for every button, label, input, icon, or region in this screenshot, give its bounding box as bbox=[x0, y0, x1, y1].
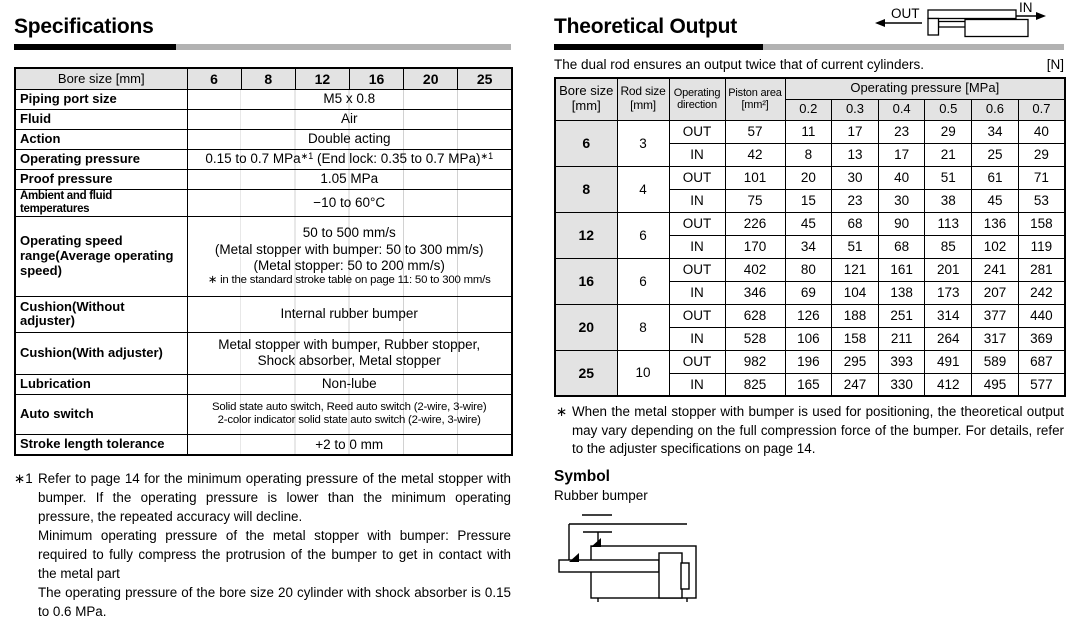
theoretical-intro-text: The dual rod ensures an output twice that of current cylinders. bbox=[554, 57, 924, 72]
rod-size-cell: 6 bbox=[617, 258, 669, 304]
cylinder-block bbox=[965, 20, 1028, 37]
direction-col-header: Operating direction bbox=[669, 78, 725, 120]
bore-size-cell: 12 bbox=[555, 212, 617, 258]
rod-size-cell: 8 bbox=[617, 304, 669, 350]
output-value-cell: 11 bbox=[785, 120, 832, 143]
output-value-cell: 440 bbox=[1018, 304, 1065, 327]
specifications-section bbox=[14, 15, 511, 621]
theoretical-title-rule bbox=[554, 44, 1064, 50]
output-value-cell: 158 bbox=[832, 327, 879, 350]
piston-area-cell: 402 bbox=[725, 258, 785, 281]
output-value-cell: 173 bbox=[925, 281, 972, 304]
bore-size-cell: 20 bbox=[555, 304, 617, 350]
output-value-cell: 29 bbox=[1018, 143, 1065, 166]
rod-lines bbox=[939, 22, 967, 28]
operating-pressure-span-header: Operating pressure [MPa] bbox=[785, 78, 1065, 99]
direction-cell: OUT bbox=[669, 304, 725, 327]
pressure-0.5-header: 0.5 bbox=[925, 99, 972, 120]
bore-size-cell: 8 bbox=[555, 166, 617, 212]
output-value-cell: 247 bbox=[832, 373, 879, 396]
piston-area-cell: 101 bbox=[725, 166, 785, 189]
note-marker: ∗ bbox=[556, 404, 568, 419]
footnote-para-1: Refer to page 14 for the minimum operating pressure of the metal stopper with bumper. If the operating pressure is lower than the minimum operating pressure, the repeated accuracy will decline. bbox=[38, 471, 511, 525]
output-value-cell: 34 bbox=[785, 235, 832, 258]
output-value-cell: 23 bbox=[832, 189, 879, 212]
output-value-cell: 196 bbox=[785, 350, 832, 373]
output-value-cell: 138 bbox=[878, 281, 925, 304]
spec-row-lubrication: Lubrication Non-lube bbox=[15, 374, 512, 394]
output-value-cell: 61 bbox=[972, 166, 1019, 189]
direction-cell: OUT bbox=[669, 350, 725, 373]
pressure-0.4-header: 0.4 bbox=[878, 99, 925, 120]
output-value-cell: 51 bbox=[832, 235, 879, 258]
output-value-cell: 53 bbox=[1018, 189, 1065, 212]
flow-arrow-icon bbox=[591, 538, 601, 547]
bore-col-16: 16 bbox=[349, 68, 403, 89]
piston bbox=[659, 553, 682, 598]
output-value-cell: 317 bbox=[972, 327, 1019, 350]
theoretical-intro-row bbox=[554, 57, 1064, 73]
rubber-bumper-element bbox=[681, 563, 689, 589]
output-value-cell: 23 bbox=[878, 120, 925, 143]
piston-area-cell: 57 bbox=[725, 120, 785, 143]
output-value-cell: 281 bbox=[1018, 258, 1065, 281]
output-value-cell: 51 bbox=[925, 166, 972, 189]
specifications-title: Specifications bbox=[14, 15, 154, 38]
theoretical-note bbox=[554, 403, 1064, 459]
piston-area-cell: 42 bbox=[725, 143, 785, 166]
bore-size-col-header: Bore size [mm] bbox=[555, 78, 617, 120]
output-value-cell: 393 bbox=[878, 350, 925, 373]
output-value-cell: 113 bbox=[925, 212, 972, 235]
footnote-para-2: Minimum operating pressure of the metal stopper with bumper: Pressure required to fully compress the protrusion of the bumper to get in contact with the metal part bbox=[38, 528, 511, 582]
output-value-cell: 330 bbox=[878, 373, 925, 396]
rod-size-cell: 4 bbox=[617, 166, 669, 212]
direction-cell: IN bbox=[669, 281, 725, 304]
rod-size-col-header: Rod size [mm] bbox=[617, 78, 669, 120]
piston-area-cell: 528 bbox=[725, 327, 785, 350]
spec-row-stroke-tolerance: Stroke length tolerance +2 to 0 mm bbox=[15, 434, 512, 455]
theoretical-data-row bbox=[555, 166, 1065, 189]
output-value-cell: 687 bbox=[1018, 350, 1065, 373]
piston-area-col-header: Piston area [mm²] bbox=[725, 78, 785, 120]
piston-area-cell: 628 bbox=[725, 304, 785, 327]
theoretical-data-row bbox=[555, 304, 1065, 327]
spec-row-cushion-with: Cushion(With adjuster) Metal stopper with bumper, Rubber stopper, Shock absorber, Metal stopper bbox=[15, 332, 512, 374]
direction-cell: IN bbox=[669, 235, 725, 258]
output-value-cell: 369 bbox=[1018, 327, 1065, 350]
output-value-cell: 38 bbox=[925, 189, 972, 212]
direction-cell: IN bbox=[669, 373, 725, 396]
direction-cell: IN bbox=[669, 189, 725, 212]
bore-col-8: 8 bbox=[241, 68, 295, 89]
output-value-cell: 17 bbox=[832, 120, 879, 143]
spec-row-ambient: Ambient and fluid temperatures −10 to 60°C bbox=[15, 189, 512, 216]
bore-size-cell: 25 bbox=[555, 350, 617, 396]
output-value-cell: 136 bbox=[972, 212, 1019, 235]
output-value-cell: 102 bbox=[972, 235, 1019, 258]
output-value-cell: 29 bbox=[925, 120, 972, 143]
bore-col-25: 25 bbox=[458, 68, 512, 89]
piston-area-cell: 170 bbox=[725, 235, 785, 258]
spec-footnote bbox=[14, 469, 511, 621]
piston-area-cell: 825 bbox=[725, 373, 785, 396]
in-label: IN bbox=[1019, 2, 1033, 15]
bore-size-cell: 6 bbox=[555, 120, 617, 166]
output-value-cell: 412 bbox=[925, 373, 972, 396]
theoretical-output-title: Theoretical Output bbox=[554, 15, 738, 38]
specifications-title-rule bbox=[14, 44, 511, 50]
direction-cell: IN bbox=[669, 327, 725, 350]
output-value-cell: 104 bbox=[832, 281, 879, 304]
output-value-cell: 15 bbox=[785, 189, 832, 212]
direction-cell: IN bbox=[669, 143, 725, 166]
upper-rod bbox=[928, 10, 1016, 19]
output-value-cell: 20 bbox=[785, 166, 832, 189]
left-cap bbox=[928, 19, 939, 36]
output-value-cell: 30 bbox=[832, 166, 879, 189]
direction-cell: OUT bbox=[669, 212, 725, 235]
theoretical-output-table bbox=[554, 77, 1066, 397]
output-value-cell: 34 bbox=[972, 120, 1019, 143]
output-value-cell: 491 bbox=[925, 350, 972, 373]
output-value-cell: 201 bbox=[925, 258, 972, 281]
output-value-cell: 45 bbox=[972, 189, 1019, 212]
spec-row-cushion-without: Cushion(Without adjuster) Internal rubber bumper bbox=[15, 296, 512, 332]
output-value-cell: 377 bbox=[972, 304, 1019, 327]
rod-size-cell: 3 bbox=[617, 120, 669, 166]
out-arrow-icon bbox=[875, 19, 885, 27]
output-value-cell: 69 bbox=[785, 281, 832, 304]
output-value-cell: 577 bbox=[1018, 373, 1065, 396]
output-value-cell: 165 bbox=[785, 373, 832, 396]
output-value-cell: 295 bbox=[832, 350, 879, 373]
spec-row-operating-pressure: Operating pressure 0.15 to 0.7 MPa$^{∗1}$ (End lock: 0.35 to 0.7 MPa)$^{∗1}$ bbox=[15, 149, 512, 169]
bore-col-20: 20 bbox=[404, 68, 458, 89]
piston-area-cell: 982 bbox=[725, 350, 785, 373]
output-value-cell: 25 bbox=[972, 143, 1019, 166]
output-value-cell: 80 bbox=[785, 258, 832, 281]
output-value-cell: 211 bbox=[878, 327, 925, 350]
output-value-cell: 264 bbox=[925, 327, 972, 350]
direction-cell: OUT bbox=[669, 166, 725, 189]
symbol-heading: Symbol bbox=[554, 467, 610, 485]
output-value-cell: 40 bbox=[878, 166, 925, 189]
output-value-cell: 251 bbox=[878, 304, 925, 327]
note-text: When the metal stopper with bumper is used for positioning, the theoretical output may vary depending on the full compression force of the bumper. For details, refer to the adjuster specifications on page 14. bbox=[572, 404, 1064, 456]
bore-col-6: 6 bbox=[187, 68, 241, 89]
piston-area-cell: 75 bbox=[725, 189, 785, 212]
specifications-table bbox=[14, 67, 513, 456]
spec-row-proof-pressure: Proof pressure 1.05 MPa bbox=[15, 169, 512, 189]
theoretical-header-row-1 bbox=[555, 78, 1065, 99]
piston-area-cell: 346 bbox=[725, 281, 785, 304]
footnote-para-3: The operating pressure of the bore size 20 cylinder with shock absorber is 0.15 to 0.6 MPa. bbox=[38, 585, 511, 620]
bore-size-cell: 16 bbox=[555, 258, 617, 304]
pressure-0.3-header: 0.3 bbox=[832, 99, 879, 120]
output-value-cell: 314 bbox=[925, 304, 972, 327]
direction-cell: OUT bbox=[669, 120, 725, 143]
piston-area-cell: 226 bbox=[725, 212, 785, 235]
theoretical-data-row bbox=[555, 120, 1065, 143]
pressure-0.2-header: 0.2 bbox=[785, 99, 832, 120]
spec-row-piping: Piping port size M5 x 0.8 bbox=[15, 89, 512, 109]
in-arrow-icon bbox=[1036, 12, 1046, 20]
unit-label: [N] bbox=[1046, 57, 1064, 72]
output-value-cell: 40 bbox=[1018, 120, 1065, 143]
output-value-cell: 161 bbox=[878, 258, 925, 281]
output-value-cell: 589 bbox=[972, 350, 1019, 373]
output-value-cell: 207 bbox=[972, 281, 1019, 304]
pneumatic-symbol-diagram bbox=[554, 508, 704, 602]
spec-row-auto-switch: Auto switch Solid state auto switch, Reed auto switch (2-wire, 3-wire) 2-color indicator solid state auto switch (2-wire, 3-wire) bbox=[15, 394, 512, 434]
output-value-cell: 242 bbox=[1018, 281, 1065, 304]
output-value-cell: 90 bbox=[878, 212, 925, 235]
output-value-cell: 13 bbox=[832, 143, 879, 166]
output-value-cell: 30 bbox=[878, 189, 925, 212]
theoretical-table-body bbox=[555, 120, 1065, 396]
output-value-cell: 17 bbox=[878, 143, 925, 166]
output-value-cell: 241 bbox=[972, 258, 1019, 281]
spec-row-fluid: Fluid Air bbox=[15, 109, 512, 129]
symbol-subheading: Rubber bumper bbox=[554, 487, 648, 503]
output-value-cell: 495 bbox=[972, 373, 1019, 396]
out-label: OUT bbox=[891, 6, 920, 21]
output-value-cell: 8 bbox=[785, 143, 832, 166]
output-value-cell: 68 bbox=[878, 235, 925, 258]
output-value-cell: 188 bbox=[832, 304, 879, 327]
bore-size-header: Bore size [mm] bbox=[15, 68, 187, 89]
theoretical-data-row bbox=[555, 258, 1065, 281]
spec-row-action: Action Double acting bbox=[15, 129, 512, 149]
output-value-cell: 85 bbox=[925, 235, 972, 258]
cylinder-direction-diagram bbox=[874, 2, 1064, 44]
output-value-cell: 106 bbox=[785, 327, 832, 350]
output-value-cell: 158 bbox=[1018, 212, 1065, 235]
spec-row-speed: Operating speed range(Average operating speed) 50 to 500 mm/s (Metal stopper with bumper: 50 to 300 mm/s) (Metal stopper: 50 to 200 mm/s) ∗ in the standard stroke table on page 11: 50 to 300 mm/s bbox=[15, 216, 512, 296]
direction-cell: OUT bbox=[669, 258, 725, 281]
theoretical-data-row bbox=[555, 212, 1065, 235]
output-value-cell: 71 bbox=[1018, 166, 1065, 189]
theoretical-data-row bbox=[555, 350, 1065, 373]
pressure-0.6-header: 0.6 bbox=[972, 99, 1019, 120]
spec-header-row bbox=[15, 68, 512, 89]
theoretical-output-section bbox=[554, 15, 1064, 602]
output-value-cell: 119 bbox=[1018, 235, 1065, 258]
output-value-cell: 126 bbox=[785, 304, 832, 327]
output-value-cell: 45 bbox=[785, 212, 832, 235]
output-value-cell: 68 bbox=[832, 212, 879, 235]
pressure-0.7-header: 0.7 bbox=[1018, 99, 1065, 120]
output-value-cell: 121 bbox=[832, 258, 879, 281]
rod-size-cell: 6 bbox=[617, 212, 669, 258]
bore-col-12: 12 bbox=[295, 68, 349, 89]
output-value-cell: 21 bbox=[925, 143, 972, 166]
footnote-marker: ∗1 bbox=[14, 471, 33, 487]
flow-arrow-icon bbox=[569, 553, 579, 562]
rod-size-cell: 10 bbox=[617, 350, 669, 396]
